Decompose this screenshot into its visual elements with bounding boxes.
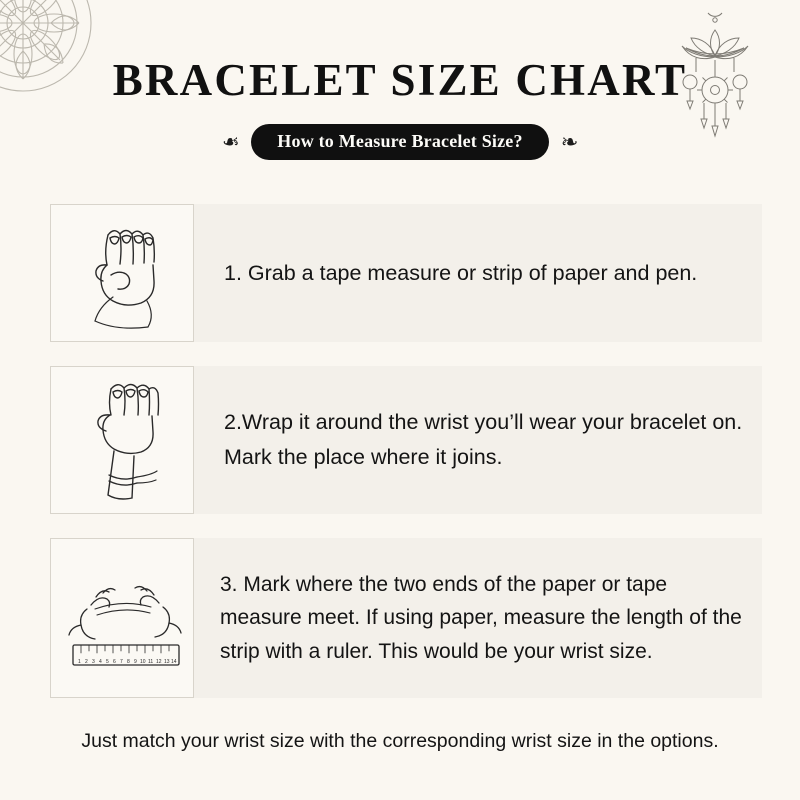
- fist-hand-with-tape-icon: [50, 204, 194, 342]
- hands-measuring-ruler-icon: [50, 538, 194, 698]
- subtitle-row: [0, 124, 800, 160]
- svg-text:1: 1: [78, 659, 81, 665]
- flourish-right-icon: ❧: [560, 129, 579, 154]
- step-text: 2.Wrap it around the wrist you’ll wear your bracelet on. Mark the place where it joins.: [224, 410, 743, 469]
- svg-text:5: 5: [106, 659, 109, 665]
- svg-text:13: 13: [164, 659, 170, 665]
- page-title: BRACELET SIZE CHART: [112, 55, 688, 105]
- footer-note: Just match your wrist size with the corresponding wrist size in the options.: [81, 730, 719, 752]
- svg-text:10: 10: [140, 659, 146, 665]
- svg-text:2: 2: [85, 659, 88, 665]
- svg-text:9: 9: [134, 659, 137, 665]
- list-item: [50, 204, 762, 342]
- hand-wrist-wrap-icon: [50, 366, 194, 514]
- svg-text:14: 14: [171, 659, 177, 665]
- subtitle-pill: How to Measure Bracelet Size?: [251, 124, 548, 160]
- list-item: [50, 366, 762, 514]
- list-item: [50, 538, 762, 698]
- svg-text:8: 8: [127, 659, 130, 665]
- svg-text:11: 11: [148, 659, 154, 665]
- svg-text:6: 6: [113, 659, 116, 665]
- svg-text:12: 12: [156, 659, 162, 665]
- step-text: 3. Mark where the two ends of the paper or tape measure meet. If using paper, measure the length of the strip with a ruler. This would be your wrist size.: [220, 572, 742, 663]
- step-text: 1. Grab a tape measure or strip of paper and pen.: [224, 260, 698, 285]
- svg-text:3: 3: [92, 659, 95, 665]
- flourish-left-icon: ❧: [221, 129, 240, 154]
- steps-list: [50, 204, 762, 722]
- svg-text:7: 7: [120, 659, 123, 665]
- svg-text:4: 4: [99, 659, 102, 665]
